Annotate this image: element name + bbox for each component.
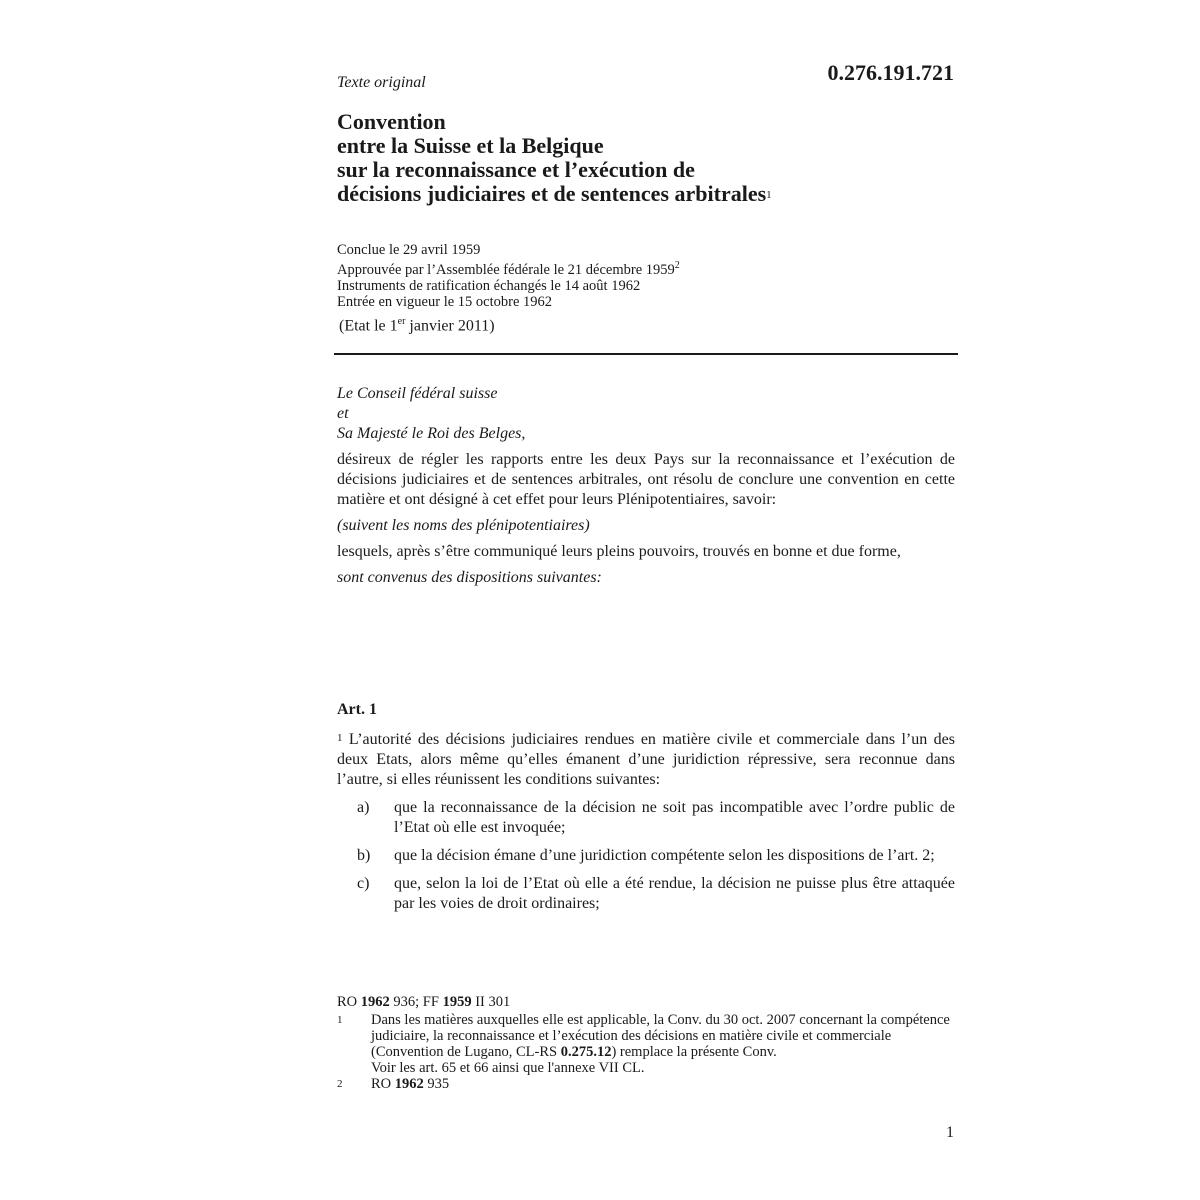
footnotes xyxy=(337,994,955,1092)
article-1 xyxy=(337,700,955,914)
footnote-1-text-a: Dans les matières auxquelles elle est applicable, la Conv. du 30 oct. 2007 concernant la compétence judiciaire, la reconnaissance et l’exécution des décisions en matière civile et commerciale (Convention de Lugano, CL-RS xyxy=(371,1012,950,1060)
title-line-4 xyxy=(337,182,957,207)
official-reference xyxy=(337,994,955,1010)
party-switzerland: Le Conseil fédéral suisse xyxy=(337,385,498,402)
ref-ro-year: 1962 xyxy=(360,994,390,1010)
document-title xyxy=(337,110,957,207)
conjunction: et xyxy=(337,405,349,422)
preamble-paragraph-2: lesquels, après s’être communiqué leurs pleins pouvoirs, trouvés en bonne et due forme, xyxy=(337,543,901,560)
footnote-number: 2 xyxy=(337,1078,343,1090)
ratification-date: Instruments de ratification échangés le 14 août 1962 xyxy=(337,277,641,294)
ref-ro-label: RO xyxy=(337,994,361,1010)
footnote-text xyxy=(371,1076,955,1092)
status-ordinal: er xyxy=(397,316,406,327)
article-intro: L’autorité des décisions judiciaires rendues en matière civile et commerciale dans l’un des deux Etats, alors même qu’elles émanent d’une juridiction répressive, sera reconnue dans l’autre, si elles réunissent les conditions suivantes: xyxy=(337,731,955,788)
header-divider xyxy=(334,353,958,355)
title-line-1: Convention xyxy=(337,109,446,134)
footnote-2 xyxy=(337,1076,955,1092)
list-item-label: c) xyxy=(357,875,370,892)
footnote-2-prefix: RO xyxy=(371,1076,395,1092)
list-item-text: que, selon la loi de l’Etat où elle a été rendue, la décision ne puisse plus être attaquée par les voies de droit ordinaires; xyxy=(394,875,955,912)
footnote-text xyxy=(371,1012,955,1076)
treaty-metadata xyxy=(337,242,957,310)
title-line-2: entre la Suisse et la Belgique xyxy=(337,133,604,158)
list-item-label: b) xyxy=(357,847,371,864)
entry-into-force-date: Entrée en vigueur le 15 octobre 1962 xyxy=(337,293,553,310)
ref-ff-year: 1959 xyxy=(442,994,472,1010)
ref-ff-page: II 301 xyxy=(471,994,511,1010)
footnote-number: 1 xyxy=(337,1014,343,1026)
party-belgium: Sa Majesté le Roi des Belges, xyxy=(337,425,526,442)
article-title: Art. 1 xyxy=(337,701,377,718)
list-item xyxy=(337,874,955,914)
list-item-text: que la décision émane d’une juridiction compétente selon les dispositions de l’art. 2; xyxy=(394,847,935,864)
status-date xyxy=(339,316,495,335)
agreed-provisions: sont convenus des dispositions suivantes: xyxy=(337,569,602,586)
preamble xyxy=(337,384,955,588)
concluded-date: Conclue le 29 avril 1959 xyxy=(337,242,481,258)
list-item xyxy=(337,798,955,838)
status-prefix: (Etat le 1 xyxy=(339,317,398,335)
page-number: 1 xyxy=(946,1124,954,1141)
footnote-1-line-2: Voir les art. 65 et 66 ainsi que l'annexe VII CL. xyxy=(371,1060,645,1076)
article-paragraph xyxy=(337,728,955,790)
preamble-paragraph-1: désireux de régler les rapports entre les deux Pays sur la reconnaissance et l’exécution de décisions judiciaires et de sentences arbitrales, ont résolu de conclure une convention en cette matière et ont désigné à cet effet pour leurs Plénipotentiaires, savoir: xyxy=(337,451,955,508)
title-footnote-marker[interactable]: 1 xyxy=(766,189,772,201)
list-item xyxy=(337,846,955,866)
approved-footnote-marker[interactable]: 2 xyxy=(674,260,680,271)
approved-date xyxy=(337,258,957,278)
footnote-2-year: 1962 xyxy=(394,1076,424,1092)
ref-ro-page: 936; FF xyxy=(389,994,443,1010)
plenipotentiaries-note: (suivent les noms des plénipotentiaires) xyxy=(337,517,590,534)
list-item-text: que la reconnaissance de la décision ne soit pas incompatible avec l’ordre public de l’Etat où elle est invoquée; xyxy=(394,799,955,836)
footnote-1-rs-number[interactable]: 0.275.12 xyxy=(560,1044,612,1060)
original-text-label: Texte original xyxy=(337,74,426,91)
footnote-2-page: 935 xyxy=(423,1076,450,1092)
list-item-label: a) xyxy=(357,799,370,816)
title-line-3: sur la reconnaissance et l’exécution de xyxy=(337,157,695,182)
footnote-1-text-b: ) remplace la présente Conv. xyxy=(611,1044,777,1060)
sr-number: 0.276.191.721 xyxy=(827,60,954,85)
approved-text: Approuvée par l’Assemblée fédérale le 21 décembre 1959 xyxy=(337,261,675,278)
title-line-4-text: décisions judiciaires et de sentences arbitrales xyxy=(337,181,767,206)
footnote-1 xyxy=(337,1012,955,1076)
status-suffix: janvier 2011) xyxy=(405,317,495,335)
paragraph-number: 1 xyxy=(337,732,343,744)
